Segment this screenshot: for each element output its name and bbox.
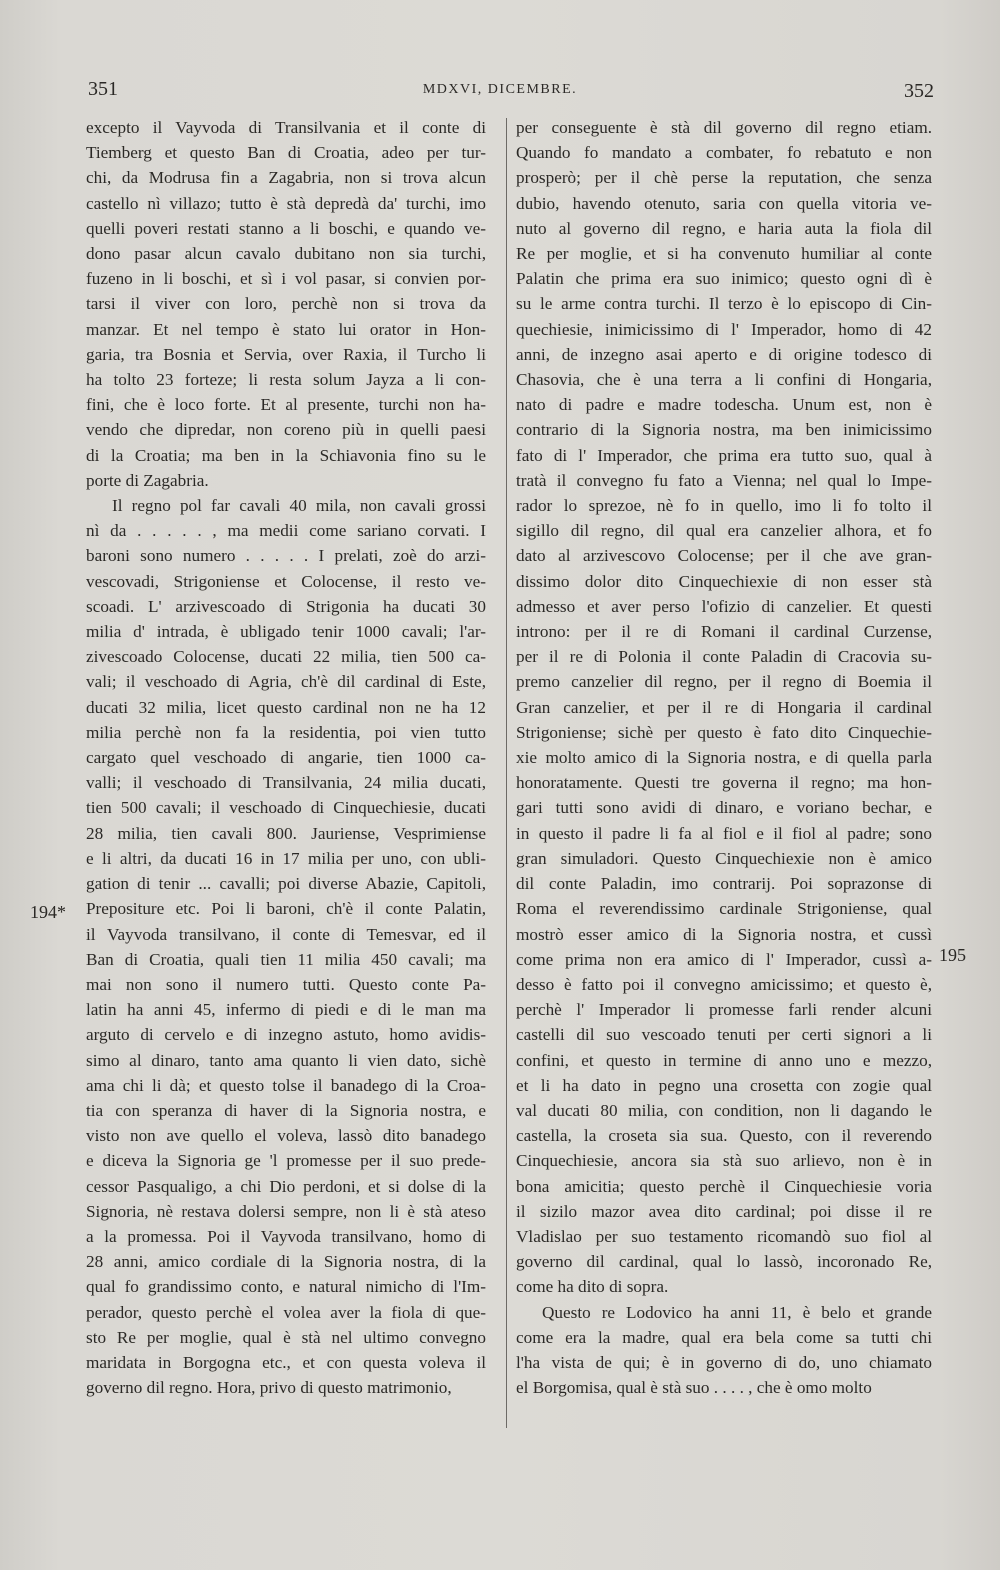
text-line: Ban di Croatia, quali tien 11 milia 450 cavali; ma <box>86 949 486 969</box>
text-line: l'ha vista de qui; è in governo di do, uno chiamato <box>516 1352 932 1372</box>
text-line: come prima non era amico di l' Imperador, cussì a- <box>516 949 932 969</box>
text-line: Re per moglie, et si ha convenuto humiliar al conte <box>516 244 932 264</box>
text-line: in questo il padre li fa al fiol e il fiol al padre; sono <box>516 823 932 843</box>
text-line: nuto al governo dil regno, e haria auta la fiola dil <box>516 218 932 238</box>
text-line: manzar. Et nel tempo è stato lui orator in Hon- <box>86 319 486 339</box>
text-line: Il regno pol far cavali 40 mila, non cavali grossi <box>112 496 486 516</box>
text-line: Tiemberg et questo Ban di Croatia, adeo per tur- <box>86 143 486 163</box>
text-line: dono pasar alcun cavalo dubitano non sia turchi, <box>86 244 486 264</box>
page-number-left: 351 <box>88 78 118 100</box>
page-header <box>0 78 1000 108</box>
text-line: dissimo dolor dito Cinquechiexie di non esser stà <box>516 571 932 591</box>
text-line: per conseguente è stà dil governo dil regno etiam. <box>516 118 932 137</box>
text-line: mai non sono il numero tutti. Questo conte Pa- <box>86 974 486 994</box>
text-line: dato al arzivescovo Colocense; per il che ave gran- <box>516 546 932 566</box>
text-line: Chasovia, che è una terra a li confini di Hongaria, <box>516 370 932 390</box>
text-line: il sizilo mazor avea dito cardinal; poi disse il re <box>516 1201 932 1221</box>
text-line: milia perchè non fa la residentia, poi vien tutto <box>86 722 486 742</box>
text-line: zivescoado Colocense, ducati 22 milia, tien 500 ca- <box>86 647 486 667</box>
text-line: per il re di Polonia il conte Paladin di Cracovia su- <box>516 647 932 667</box>
left-column <box>86 115 486 1400</box>
text-line: Cinquechiesie, ancora sia stà suo arlievo, non è in <box>516 1151 932 1171</box>
text-line: perchè l' Imperador li promesse farli render alcuni <box>516 1000 932 1020</box>
running-title: MDXVI, DICEMBRE. <box>422 82 578 97</box>
text-line: cargato quel veschoado di angarie, tien 1000 ca- <box>86 748 486 768</box>
text-line: maridata in Borgogna etc., et con questa voleva il <box>86 1352 486 1372</box>
text-line: dubio, havendo otenuto, saria con quella vitoria ve- <box>516 193 932 213</box>
text-line: gari tutti sono avidi di dinaro, e voriano bechar, e <box>516 798 932 818</box>
text-line: tia con speranza di haver di la Signoria nostra, e <box>86 1100 486 1120</box>
text-line: val ducati 80 milia, con condition, non li dagando le <box>516 1100 932 1120</box>
text-line: bona amicitia; questo perchè il Cinquechiesie voria <box>516 1176 932 1196</box>
text-line: sigillo dil regno, dil qual era canzelier alhora, et fo <box>516 521 932 541</box>
text-line: premo canzelier dil regno, per il regno di Boemia il <box>516 672 932 692</box>
text-line: porte di Zagabria. <box>86 470 209 490</box>
text-line: come era la madre, qual era bela come sa tutti chi <box>516 1327 932 1347</box>
margin-note-right: 195 <box>939 945 966 965</box>
text-line: anni, de inzegno asai aperto e di origine todesco di <box>516 344 932 364</box>
text-line: introno: per il re di Romani il cardinal Curzense, <box>516 622 932 642</box>
text-line: e li altri, da ducati 16 in 17 milia per uno, con ubli- <box>86 848 486 868</box>
text-line: nato di padre e madre todescha. Unum est, non è <box>516 395 932 415</box>
text-line: come ha dito di sopra. <box>516 1277 669 1297</box>
text-line: confini, et questo in termine di anno uno e mezzo, <box>516 1050 932 1070</box>
text-line: di la Croatia; ma ben in la Schiavonia fino su le <box>86 445 486 465</box>
text-line: tarsi il viver con loro, perchè non si trova da <box>86 294 486 314</box>
text-line: Quando fo mandato a combater, fo rebatuto e non <box>516 143 932 163</box>
text-line: prosperò; per il chè perse la reputation, che senza <box>516 168 932 188</box>
text-line: xie molto amico di la Signoria nostra, e di quella parla <box>516 748 932 768</box>
text-line: latin ha anni 45, infermo di piedi e di le man ma <box>86 1000 486 1020</box>
text-line: Roma el reverendissimo cardinale Strigoniense, qual <box>516 899 932 919</box>
text-line: fato di l' Imperador, che prima era tutto suo, qual à <box>516 445 932 465</box>
text-line: gran simuladori. Questo Cinquechiexie non è amico <box>516 848 932 868</box>
text-line: nì da . . . . . , ma medii come sariano corvati. I <box>86 521 486 541</box>
text-line: Questo re Lodovico ha anni 11, è belo et grande <box>542 1302 932 1322</box>
text-line: vendo che dipredar, non coreno più in quelli paesi <box>86 420 486 440</box>
text-line: vescovadi, Strigoniense et Colocense, il resto ve- <box>86 571 486 591</box>
text-line: Signoria, nè restava dolersi sempre, non li è stà ateso <box>86 1201 486 1221</box>
text-line: dil conte Paladin, imo contrarij. Poi soprazonse di <box>516 874 932 894</box>
text-line: visto non ave quello el voleva, lassò dito banadego <box>86 1126 486 1146</box>
text-line: et li ha dato in pegno una crosetta con zogie qual <box>516 1075 932 1095</box>
page-number-right: 352 <box>904 80 934 102</box>
text-line: il Vayvoda transilvano, il conte di Temesvar, ed il <box>86 924 486 944</box>
text-line: castello nì villazo; tutto è stà depredà da' turchi, imo <box>86 193 486 213</box>
column-divider <box>506 118 507 1428</box>
text-line: perador, questo perchè el volea aver la fiola di que- <box>86 1302 486 1322</box>
text-line: contrario di la Signoria nostra, ma ben inimicissimo <box>516 420 932 440</box>
text-line: arguto di cervelo e di inzegno astuto, homo avidis- <box>86 1025 486 1045</box>
right-column <box>516 115 932 1400</box>
text-line: milia d' intrada, è ubligado tenir 1000 cavali; l'ar- <box>86 622 486 642</box>
text-line: chi, da Modrusa fin a Zagabria, non si trova alcun <box>86 168 486 188</box>
text-line: Gran canzelier, et per il re di Hongaria il cardinal <box>516 697 932 717</box>
text-line: baroni sono numero . . . . . I prelati, zoè do arzi- <box>86 546 486 566</box>
text-line: ama chi li dà; et questo tolse il banadego di la Croa- <box>86 1075 486 1095</box>
text-line: governo dil cardinal, qual lo lassò, incoronado Re, <box>516 1252 932 1272</box>
text-line: fini, che è loco forte. Et al presente, turchi non ha- <box>86 395 486 415</box>
text-line: desso è fatto poi il convegno amicissimo; et questo è, <box>516 974 932 994</box>
text-line: ha tolto 23 forteze; li resta solum Jayza a li con- <box>86 370 486 390</box>
text-line: honoratamente. Questi tre governa il regno; ma hon- <box>516 773 932 793</box>
text-line: castella, la croseta sia sua. Questo, con il reverendo <box>516 1126 932 1146</box>
text-line: Vladislao per suo testamento ricomandò suo fiol al <box>516 1226 932 1246</box>
text-line: tien 500 cavali; il veschoado di Cinquechiesie, ducati <box>86 798 486 818</box>
text-line: governo dil regno. Hora, privo di questo matrimonio, <box>86 1378 452 1398</box>
text-line: castelli dil suo vescoado tenuti per certi signori a li <box>516 1025 932 1045</box>
text-line: tratà il convegno fu fato a Vienna; nel qual lo Impe- <box>516 470 932 490</box>
text-line: rador lo sprezoe, nè fo in quello, imo li fo tolto il <box>516 496 932 516</box>
text-line: cessor Pasqualigo, a chi Dio perdoni, et si dolse di la <box>86 1176 486 1196</box>
text-line: garia, tra Bosnia et Servia, over Raxia, il Turcho li <box>86 344 486 364</box>
text-line: scoadi. L' arzivescoado di Strigonia ha ducati 30 <box>86 596 486 616</box>
text-line: simo al dinaro, tanto ama quanto li vien dato, sichè <box>86 1050 486 1070</box>
text-line: sto Re per moglie, qual è stà nel ultimo convegno <box>86 1327 486 1347</box>
text-line: su le arme contra turchi. Il terzo è lo episcopo di Cin- <box>516 294 932 314</box>
text-line: 28 milia, tien cavali 800. Jauriense, Vesprimiense <box>86 823 486 843</box>
text-line: 28 anni, amico cordiale di la Signoria nostra, di la <box>86 1252 486 1272</box>
text-line: e diceva la Signoria ge 'l promesse per il suo prede- <box>86 1151 486 1171</box>
text-line: Palatin che prima era suo inimico; questo ogni dì è <box>516 269 932 289</box>
text-line: a la promessa. Poi il Vayvoda transilvano, homo di <box>86 1226 486 1246</box>
text-line: admesso et aver perso l'ofizio di canzelier. Et questi <box>516 596 932 616</box>
text-line: qual fo grandissimo conto, e natural nimicho di l'Im- <box>86 1277 486 1297</box>
text-line: valli; il veschoado di Transilvania, 24 milia ducati, <box>86 773 486 793</box>
text-line: el Borgomisa, qual è stà suo . . . . , che è omo molto <box>516 1378 872 1398</box>
text-line: quelli poveri restati stanno a li boschi, e quando ve- <box>86 218 486 238</box>
text-line: mostrò esser amico di la Signoria nostra, et cussì <box>516 924 932 944</box>
text-line: gation di tenir ... cavalli; poi diverse Abazie, Capitoli, <box>86 874 486 894</box>
text-line: ducati 32 milia, licet questo cardinal non ne ha 12 <box>86 697 486 717</box>
text-line: vali; il veschoado di Agria, ch'è dil cardinal di Este, <box>86 672 486 692</box>
text-line: Prepositure etc. Poi li baroni, ch'è il conte Palatin, <box>86 899 486 919</box>
text-line: Strigoniense; sichè per questo è fato dito Cinquechie- <box>516 722 932 742</box>
margin-note-left: 194* <box>30 902 66 922</box>
text-line: fuzeno in li boschi, et sì i vol pasar, si convien por- <box>86 269 486 289</box>
text-line: excepto il Vayvoda di Transilvania et il conte di <box>86 118 486 137</box>
text-line: quechiesie, inimicissimo di l' Imperador, homo di 42 <box>516 319 932 339</box>
